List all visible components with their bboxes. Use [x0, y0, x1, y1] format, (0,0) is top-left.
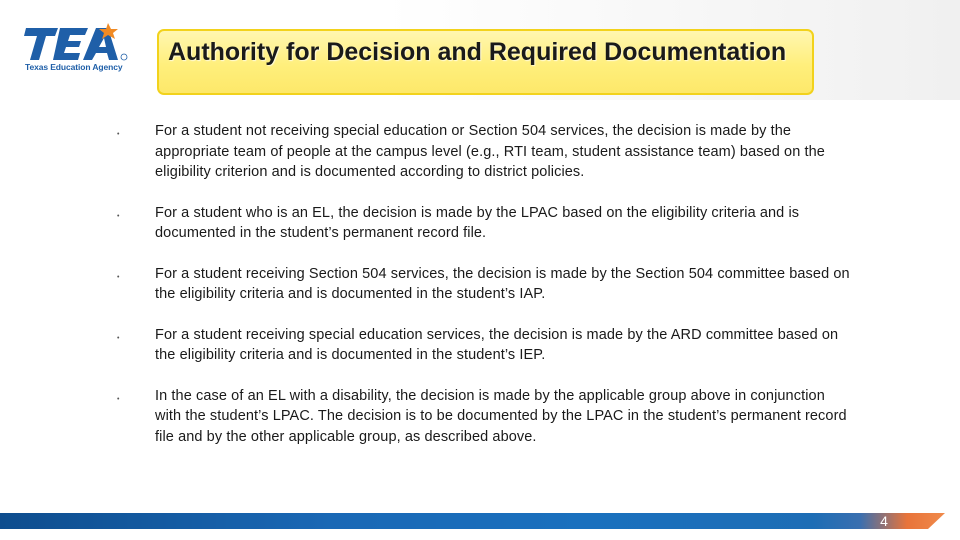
bullet-marker: • [117, 131, 120, 138]
bullet-text: In the case of an EL with a disability, the decision is made by the applicable group above in conjunction with the student’s LPAC. The decision is to be documented by the LPAC in the student’s permanent record file and by the other applicable group, as described above. [155, 387, 847, 445]
bullet-item [112, 386, 852, 448]
tea-logo [22, 22, 132, 76]
bullet-text: For a student receiving Section 504 services, the decision is made by the Section 504 committee based on the eligibility criteria and is documented in the student’s IAP. [155, 265, 850, 302]
bullet-text: For a student receiving special education services, the decision is made by the ARD committee based on the eligibility criteria and is documented in the student’s IEP. [155, 326, 839, 363]
bullet-item [112, 121, 852, 183]
bullet-item [112, 203, 852, 244]
bullet-marker: • [117, 273, 120, 281]
footer-bar [0, 513, 945, 529]
bullet-marker: • [117, 212, 120, 220]
page-number: 4 [880, 513, 888, 529]
slide-title: Authority for Decision and Required Documentation [168, 38, 787, 66]
bullet-text: For a student not receiving special education or Section 504 services, the decision is made by the appropriate team of people at the campus level (e.g., RTI team, student assistance team) based on the eligibility criterion and is documented according to district policies. [155, 123, 825, 180]
bullet-item [112, 325, 852, 366]
bullet-marker: • [117, 395, 120, 403]
tea-logo-mark [22, 22, 132, 62]
bullet-item [112, 264, 852, 305]
bullet-marker: • [117, 334, 120, 342]
logo-tagline: Texas Education Agency [25, 62, 123, 72]
slide-title-box [157, 29, 814, 95]
bullet-text: For a student who is an EL, the decision is made by the LPAC based on the eligibility criteria and is documented in the student’s permanent record file. [155, 204, 800, 241]
bullet-list [112, 121, 852, 447]
